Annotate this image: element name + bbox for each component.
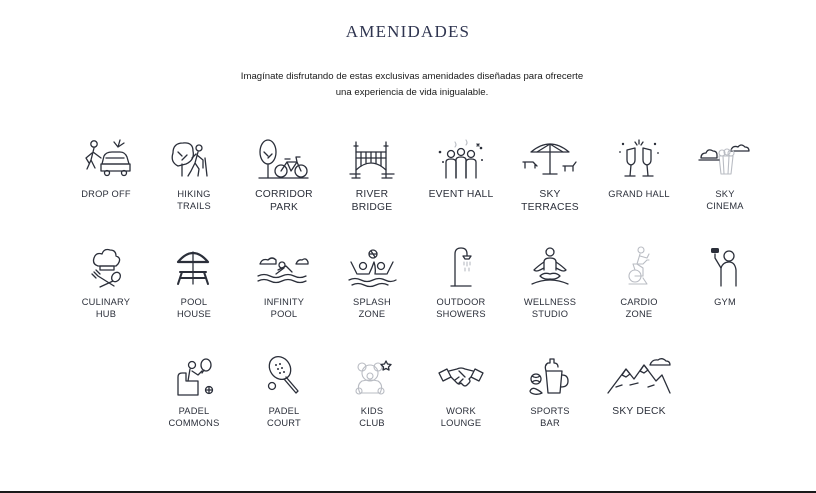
amenity-label: KIDS CLUB [359, 406, 385, 428]
amenity-label: EVENT HALL [428, 189, 494, 200]
amenity-event-hall [413, 138, 509, 201]
exercise-bike-icon [613, 246, 665, 290]
amenity-label: INFINITY POOL [263, 297, 305, 319]
amenity-gym [677, 246, 773, 308]
amenity-label: CULINARY HUB [81, 297, 131, 319]
amenity-label: HIKING TRAILS [177, 189, 211, 211]
amenity-infinity-pool [236, 246, 332, 320]
chef-hat-utensils-icon [80, 246, 132, 290]
amenity-work-lounge [413, 355, 509, 429]
amenity-drop-off [58, 138, 154, 200]
car-valet-icon [80, 138, 132, 182]
weightlifter-icon [699, 246, 751, 290]
amenity-label: PADEL COMMONS [168, 406, 220, 428]
amenity-outdoor-showers [413, 246, 509, 320]
amenity-label: WELLNESS STUDIO [523, 297, 577, 319]
pool-umbrella-icon [168, 246, 220, 290]
amenity-sports-bar [502, 355, 598, 429]
mountains-icon [606, 355, 672, 399]
amenity-label: SKY DECK [612, 406, 666, 417]
intro-line-2: una experiencia de vida inigualable. [335, 87, 489, 98]
amenity-grand-hall [591, 138, 687, 200]
padel-racket-icon [258, 355, 310, 399]
kids-splash-icon [346, 246, 398, 290]
intro-text [0, 69, 816, 101]
amenity-label: SKY TERRACES [521, 189, 579, 213]
amenity-sky-deck [591, 355, 687, 418]
bridge-icon [346, 138, 398, 182]
amenity-hiking-trails [146, 138, 242, 212]
umbrella-loungers-icon [521, 138, 579, 182]
amenity-label: POOL HOUSE [176, 297, 212, 319]
meditation-icon [524, 246, 576, 290]
amenity-label: CARDIO ZONE [620, 297, 658, 319]
amenity-splash-zone [324, 246, 420, 320]
champagne-toast-icon [613, 138, 665, 182]
amenity-label: PADEL COURT [267, 406, 301, 428]
amenity-river-bridge [324, 138, 420, 214]
beer-bucket-icon [524, 355, 576, 399]
people-celebration-icon [433, 138, 489, 182]
amenity-padel-court [236, 355, 332, 429]
intro-line-1: Imagínate disfrutando de estas exclusivas amenidades diseñadas para ofrecerte [240, 71, 584, 82]
amenity-pool-house [146, 246, 242, 320]
amenity-cardio-zone [591, 246, 687, 320]
amenity-padel-commons [146, 355, 242, 429]
tree-bicycle-icon [256, 138, 312, 182]
amenity-wellness-studio [502, 246, 598, 320]
teddy-bear-icon [346, 355, 398, 399]
amenity-label: RIVER BRIDGE [351, 189, 393, 213]
amenity-label: OUTDOOR SHOWERS [436, 297, 486, 319]
amenity-sky-cinema [677, 138, 773, 212]
shower-icon [435, 246, 487, 290]
amenity-label: WORK LOUNGE [440, 406, 482, 428]
hiker-icon [168, 138, 220, 182]
amenity-label: SPORTS BAR [530, 406, 570, 428]
amenity-label: GRAND HALL [608, 189, 670, 199]
amenity-kids-club [324, 355, 420, 429]
popcorn-clouds-icon [697, 138, 753, 182]
amenity-corridor-park [236, 138, 332, 214]
amenity-label: CORRIDOR PARK [255, 189, 313, 213]
padel-player-lounge-icon [168, 355, 220, 399]
amenity-label: SPLASH ZONE [353, 297, 391, 319]
page-title: AMENIDADES [345, 22, 471, 41]
amenity-label: DROP OFF [81, 189, 131, 199]
amenity-label: GYM [714, 297, 736, 307]
handshake-icon [435, 355, 487, 399]
swimmer-icon [256, 246, 312, 290]
amenity-label: SKY CINEMA [706, 189, 744, 211]
amenity-sky-terraces [502, 138, 598, 214]
amenity-culinary-hub [58, 246, 154, 320]
